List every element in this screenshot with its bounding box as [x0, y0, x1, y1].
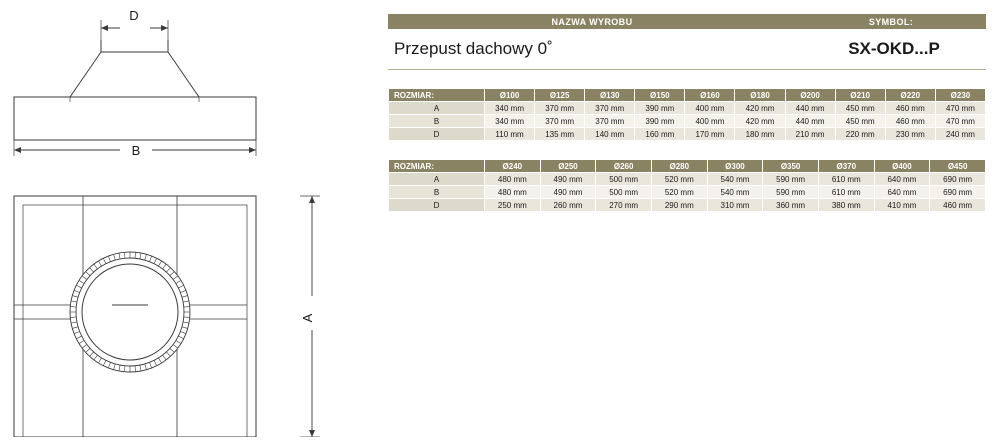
header-name-label: NAZWA WYROBU	[551, 16, 633, 27]
column-header: Ø250	[540, 160, 596, 173]
table-cell: 400 mm	[685, 115, 735, 128]
table-cell: 110 mm	[485, 128, 535, 141]
table-cell: 590 mm	[763, 186, 819, 199]
table-cell: 270 mm	[596, 199, 652, 212]
size-table-2	[388, 159, 986, 212]
size-table-1-row-header: ROZMIAR:	[389, 89, 485, 102]
product-name: Przepust dachowy 0˚	[394, 39, 553, 58]
column-header: Ø350	[763, 160, 819, 173]
table-cell: 400 mm	[685, 102, 735, 115]
column-header: Ø400	[874, 160, 930, 173]
table-cell: 290 mm	[651, 199, 707, 212]
column-header: Ø450	[930, 160, 986, 173]
table-cell: 390 mm	[635, 115, 685, 128]
column-header: Ø230	[935, 89, 985, 102]
size-table-1-body	[389, 102, 986, 141]
table-cell: 380 mm	[818, 199, 874, 212]
table-cell: 410 mm	[874, 199, 930, 212]
row-label: B	[389, 115, 485, 128]
column-header: Ø180	[735, 89, 785, 102]
size-table-1-header-row	[389, 89, 986, 102]
table-cell: 260 mm	[540, 199, 596, 212]
table-cell: 370 mm	[585, 115, 635, 128]
product-symbol: SX-OKD...P	[848, 39, 940, 58]
table-cell: 450 mm	[835, 115, 885, 128]
table-row	[389, 128, 986, 141]
table-row	[389, 102, 986, 115]
column-header: Ø210	[835, 89, 885, 102]
table-cell: 640 mm	[874, 173, 930, 186]
table-cell: 470 mm	[935, 102, 985, 115]
table-cell: 360 mm	[763, 199, 819, 212]
column-header: Ø200	[785, 89, 835, 102]
dimension-d	[101, 20, 168, 52]
header-symbol-label: SYMBOL:	[868, 16, 914, 27]
row-label: A	[389, 173, 485, 186]
table-cell: 340 mm	[485, 102, 535, 115]
table-cell: 460 mm	[885, 115, 935, 128]
table-cell: 310 mm	[707, 199, 763, 212]
column-header: Ø125	[535, 89, 585, 102]
label-d: D	[129, 8, 139, 23]
table-cell: 140 mm	[585, 128, 635, 141]
table-cell: 420 mm	[735, 115, 785, 128]
table-cell: 370 mm	[535, 115, 585, 128]
table-row	[389, 115, 986, 128]
table-cell: 500 mm	[596, 173, 652, 186]
column-header: Ø130	[585, 89, 635, 102]
table-cell: 160 mm	[635, 128, 685, 141]
row-label: A	[389, 102, 485, 115]
column-header: Ø100	[485, 89, 535, 102]
spec-panel	[388, 14, 986, 212]
table-cell: 610 mm	[818, 186, 874, 199]
table-cell: 520 mm	[651, 186, 707, 199]
table-cell: 135 mm	[535, 128, 585, 141]
table-cell: 490 mm	[540, 173, 596, 186]
size-table-2-header-row	[389, 160, 986, 173]
table-row	[389, 186, 986, 199]
column-header: Ø300	[707, 160, 763, 173]
table-cell: 590 mm	[763, 173, 819, 186]
table-cell: 640 mm	[874, 186, 930, 199]
column-header: Ø370	[818, 160, 874, 173]
table-cell: 230 mm	[885, 128, 935, 141]
column-header: Ø150	[635, 89, 685, 102]
table-cell: 460 mm	[885, 102, 935, 115]
table-cell: 540 mm	[707, 186, 763, 199]
table-cell: 170 mm	[685, 128, 735, 141]
table-cell: 610 mm	[818, 173, 874, 186]
size-table-2-row-header: ROZMIAR:	[389, 160, 485, 173]
row-label: B	[389, 186, 485, 199]
table-cell: 390 mm	[635, 102, 685, 115]
table-cell: 240 mm	[935, 128, 985, 141]
column-header: Ø260	[596, 160, 652, 173]
table-cell: 370 mm	[585, 102, 635, 115]
size-table-2-body	[389, 173, 986, 212]
table-cell: 690 mm	[930, 186, 986, 199]
table-cell: 480 mm	[485, 173, 541, 186]
table-cell: 440 mm	[785, 115, 835, 128]
row-label: D	[389, 199, 485, 212]
table-cell: 210 mm	[785, 128, 835, 141]
table-cell: 340 mm	[485, 115, 535, 128]
table-cell: 480 mm	[485, 186, 541, 199]
table-cell: 420 mm	[735, 102, 785, 115]
table-cell: 460 mm	[930, 199, 986, 212]
table-cell: 450 mm	[835, 102, 885, 115]
column-header: Ø160	[685, 89, 735, 102]
table-cell: 440 mm	[785, 102, 835, 115]
technical-drawing	[0, 0, 370, 437]
table-cell: 220 mm	[835, 128, 885, 141]
table-cell: 470 mm	[935, 115, 985, 128]
table-cell: 690 mm	[930, 173, 986, 186]
drawing-svg	[0, 0, 370, 437]
table-cell: 180 mm	[735, 128, 785, 141]
table-row	[389, 199, 986, 212]
table-row	[389, 173, 986, 186]
table-cell: 500 mm	[596, 186, 652, 199]
size-table-1	[388, 88, 986, 141]
label-a: A	[300, 313, 315, 323]
table-cell: 540 mm	[707, 173, 763, 186]
column-header: Ø220	[885, 89, 935, 102]
label-b: B	[131, 143, 141, 158]
column-header: Ø280	[651, 160, 707, 173]
table-cell: 370 mm	[535, 102, 585, 115]
table-cell: 250 mm	[485, 199, 541, 212]
product-title-row	[388, 29, 986, 70]
row-label: D	[389, 128, 485, 141]
table-cell: 490 mm	[540, 186, 596, 199]
column-header: Ø240	[485, 160, 541, 173]
spec-header-bar	[388, 14, 986, 29]
table-cell: 520 mm	[651, 173, 707, 186]
